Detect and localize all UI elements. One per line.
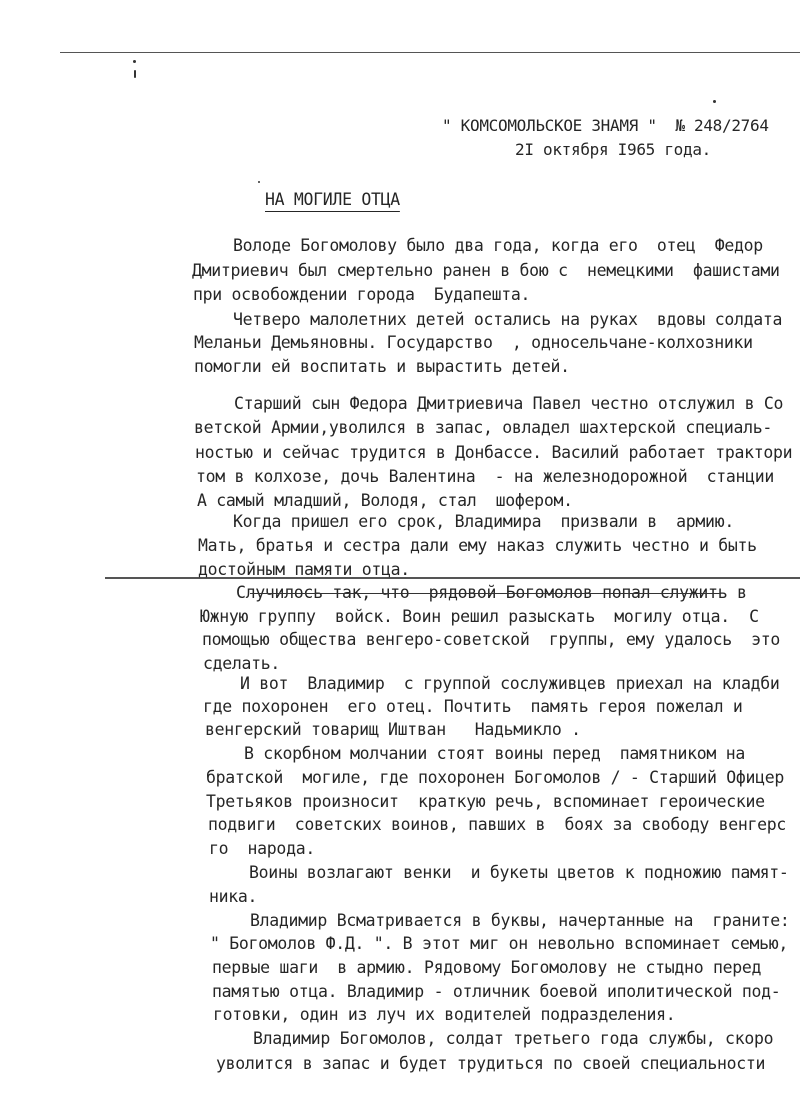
- article-title: НА МОГИЛЕ ОТЦА: [265, 190, 400, 209]
- strikethrough-mark: [250, 593, 720, 594]
- text-line: Третьяков произносит краткую речь, вспоминает героические: [206, 792, 765, 811]
- text-line: " Богомолов Ф.Д. ". В этот миг он невольно вспоминает семью,: [210, 934, 789, 953]
- text-line: Южную группу войск. Воин решил разыскать могилу отца. С: [200, 607, 759, 626]
- text-line: ника.: [209, 887, 258, 906]
- text-line: при освобождении города Будапешта.: [193, 285, 531, 304]
- text-line: Владимир Богомолов, солдат третьего года службы, скоро: [253, 1029, 774, 1048]
- newspaper-header: " КОМСОМОЛЬСКОЕ ЗНАМЯ " № 248/2764: [442, 116, 769, 135]
- text-line: Старший сын Федора Дмитриевича Павел честно отслужил в Со: [234, 394, 784, 413]
- text-line: Меланьи Демьяновны. Государство , односельчане-колхозники: [194, 333, 753, 352]
- text-line: Володе Богомолову было два года, когда его отец Федор: [233, 236, 763, 255]
- text-line: Мать, братья и сестра дали ему наказ служить честно и быть: [198, 536, 757, 555]
- text-line: подвиги советских воинов, павших в боях за свободу венгерс: [208, 815, 787, 834]
- text-line: ностью и сейчас трудится в Донбассе. Василий работает трактори: [195, 443, 793, 462]
- document-date: 2I октября I965 года.: [515, 140, 711, 159]
- ink-speck: [134, 70, 136, 78]
- text-line: Воины возлагают венки и букеты цветов к подножию памят-: [249, 863, 789, 882]
- text-line: братской могиле, где похоронен Богомолов / - Старший Офицер: [206, 768, 785, 787]
- text-line: венгерский товарищ Иштван Надьмикло .: [205, 720, 581, 739]
- text-line: Когда пришел его срок, Владимира призвали в армию.: [233, 512, 734, 531]
- text-line: помогли ей воспитать и вырастить детей.: [194, 357, 570, 376]
- text-line: И вот Владимир с группой сослуживцев приехал на кладби: [240, 674, 780, 693]
- text-line: достойным памяти отца.: [198, 560, 410, 579]
- text-line: где похоронен его отец. Почтить память героя пожелал и: [203, 697, 743, 716]
- ink-speck: [258, 181, 260, 183]
- text-line: первые шаги в армию. Рядовому Богомолову не стыдно перед: [212, 958, 762, 977]
- ink-speck: [133, 60, 136, 63]
- text-line: го народа.: [209, 839, 315, 858]
- text-line: А самый младший, Володя, стал шофером.: [197, 491, 573, 510]
- text-line-struck: Случилось так, что рядовой Богомолов попал служить в: [236, 583, 747, 602]
- text-line: сделать.: [203, 654, 281, 673]
- ink-speck: [713, 100, 716, 103]
- text-line: уволится в запас и будет трудиться по своей специальности: [216, 1054, 766, 1073]
- text-line: том в колхозе, дочь Валентина - на железнодорожной станции: [196, 467, 775, 486]
- text-line: Четверо малолетних детей остались на руках вдовы солдата: [233, 310, 783, 329]
- text-line: памятью отца. Владимир - отличник боевой иполитической под-: [212, 982, 781, 1001]
- text-line: ветской Армии,уволился в запас, овладел шахтерской специаль-: [194, 418, 773, 437]
- text-line: помощью общества венгеро-советской группы, ему удалось это: [202, 630, 781, 649]
- text-line: В скорбном молчании стоят воины перед памятником на: [244, 744, 745, 763]
- text-line: Владимир Всматривается в буквы, начертанные на граните:: [250, 911, 790, 930]
- fold-line-top: [60, 52, 800, 53]
- text-line: готовки, один из луч их водителей подразделения.: [213, 1005, 676, 1024]
- text-line: Дмитриевич был смертельно ранен в бою с немецкими фашистами: [192, 261, 780, 280]
